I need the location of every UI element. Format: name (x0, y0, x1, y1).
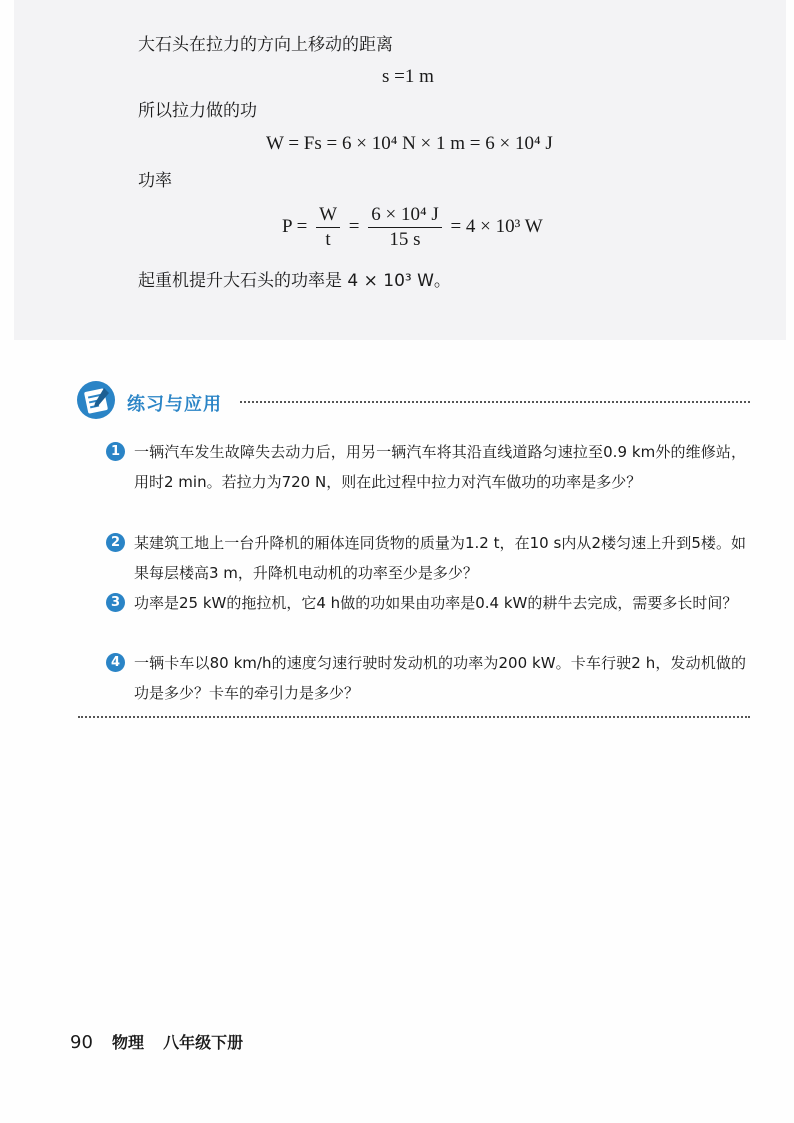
example-text-power: 功率 (138, 171, 172, 191)
fraction-numerator: W (316, 204, 340, 228)
question-text: 某建筑工地上一台升降机的厢体连同货物的质量为1.2 t，在10 s内从2楼匀速上升到5楼。如果每层楼高3 m，升降机电动机的功率至少是多少？ (134, 534, 746, 582)
section-divider-bottom (78, 716, 750, 718)
equation-power: P = $\frac{W}{t}$ = $\frac{\text{6 × 10⁴ J}}{15 s}$ = 4 × 10³ W (282, 204, 543, 250)
question-number-badge: 2 (106, 533, 125, 552)
fraction-w-over-t (316, 204, 340, 251)
footer-grade: 八年级下册 (163, 1033, 244, 1052)
example-conclusion: 起重机提升大石头的功率是 4 × 10³ W。 (138, 271, 451, 291)
question-number-badge: 1 (106, 442, 125, 461)
page-footer (70, 1030, 257, 1053)
question-1 (106, 437, 746, 497)
power-lhs: P = (282, 215, 308, 237)
section-title: 练习与应用 (127, 394, 222, 415)
power-rhs: = 4 × 10³ W (450, 215, 543, 237)
fraction-numerator: 6 × 10⁴ J (368, 204, 441, 228)
question-text: 一辆汽车发生故障失去动力后，用另一辆汽车将其沿直线道路匀速拉至0.9 km外的维修站，用时2 min。若拉力为720 N，则在此过程中拉力对汽车做功的功率是多少？ (134, 443, 746, 491)
equation-work: W = Fs = 6 × 10⁴ N × 1 m = 6 × 10⁴ J (266, 133, 553, 154)
question-number-badge: 4 (106, 653, 125, 672)
section-divider-top (240, 401, 750, 403)
fraction-denominator: 15 s (389, 229, 421, 250)
exercise-book-icon (74, 380, 118, 420)
question-text: 功率是25 kW的拖拉机，它4 h做的功如果由功率是0.4 kW的耕牛去完成，需要多长时间？ (134, 594, 738, 612)
fraction-values (368, 204, 441, 251)
page-number: 90 (70, 1032, 93, 1053)
question-number-badge: 3 (106, 593, 125, 612)
example-text-distance: 大石头在拉力的方向上移动的距离 (138, 35, 393, 55)
equation-distance: s =1 m (382, 66, 434, 87)
question-4 (106, 648, 746, 708)
fraction-denominator: t (325, 229, 331, 250)
example-text-work: 所以拉力做的功 (138, 101, 257, 121)
question-text: 一辆卡车以80 km/h的速度匀速行驶时发动机的功率为200 kW。卡车行驶2 h，发动机做的功是多少？卡车的牵引力是多少？ (134, 654, 746, 702)
question-3 (106, 588, 746, 618)
footer-subject: 物理 (112, 1033, 145, 1052)
question-2 (106, 528, 746, 588)
